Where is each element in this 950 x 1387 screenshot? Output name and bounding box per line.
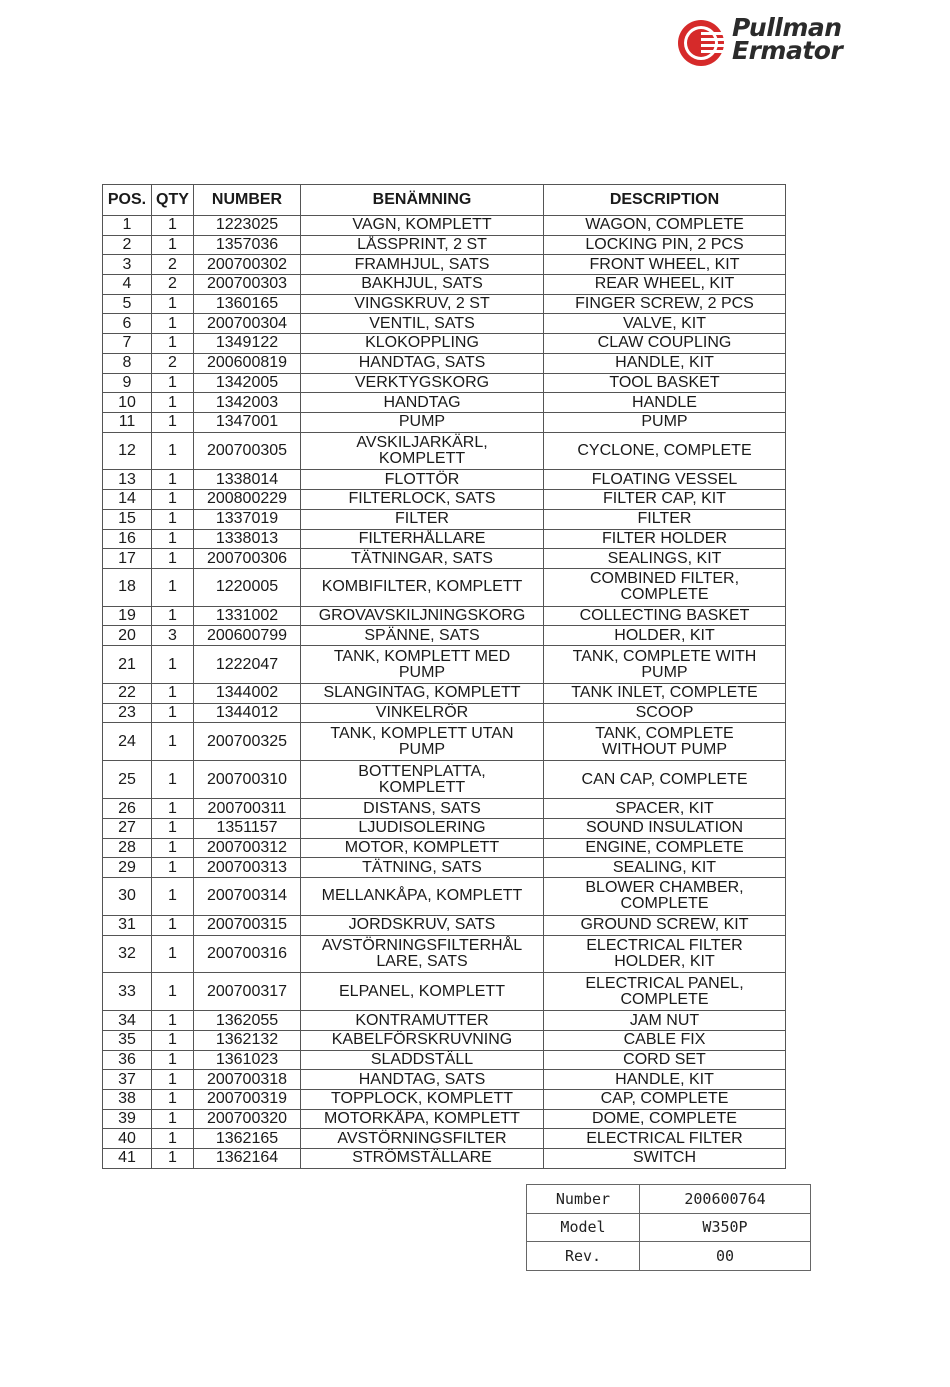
cell-description: WAGON, COMPLETE <box>544 216 786 236</box>
table-row <box>103 761 786 799</box>
header-number: NUMBER <box>194 185 301 216</box>
cell-number: 200700310 <box>194 761 301 799</box>
cell-number: 1360165 <box>194 294 301 314</box>
cell-qty: 1 <box>152 432 194 470</box>
cell-benamning: SLADDSTÄLL <box>301 1050 544 1070</box>
cell-qty: 1 <box>152 877 194 915</box>
brand-logo <box>676 14 876 66</box>
cell-number: 1361023 <box>194 1050 301 1070</box>
table-row <box>103 393 786 413</box>
cell-description-line2: WITHOUT PUMP <box>601 740 727 758</box>
cell-benamning: AVSTÖRNINGSFILTER <box>301 1129 544 1149</box>
cell-benamning: JORDSKRUV, SATS <box>301 915 544 935</box>
cell-description: SEALINGS, KIT <box>544 549 786 569</box>
cell-pos: 19 <box>103 606 152 626</box>
cell-description: SPACER, KIT <box>544 799 786 819</box>
cell-description: LOCKING PIN, 2 PCS <box>544 235 786 255</box>
cell-qty: 1 <box>152 470 194 490</box>
cell-pos: 16 <box>103 529 152 549</box>
cell-pos: 21 <box>103 646 152 684</box>
table-row <box>103 1129 786 1149</box>
cell-benamning: FRAMHJUL, SATS <box>301 255 544 275</box>
cell-benamning: TÄTNINGAR, SATS <box>301 549 544 569</box>
table-row <box>103 432 786 470</box>
cell-description: COLLECTING BASKET <box>544 606 786 626</box>
table-row <box>103 509 786 529</box>
cell-qty: 1 <box>152 235 194 255</box>
cell-number: 1338013 <box>194 529 301 549</box>
table-row <box>103 626 786 646</box>
cell-description: SWITCH <box>544 1149 786 1169</box>
cell-benamning: SLANGINTAG, KOMPLETT <box>301 684 544 704</box>
cell-number: 1223025 <box>194 216 301 236</box>
cell-benamning-line1: AVSKILJARKÄRL, <box>356 434 488 451</box>
cell-number: 1342003 <box>194 393 301 413</box>
table-row <box>103 606 786 626</box>
table-row <box>103 314 786 334</box>
cell-qty: 2 <box>152 255 194 275</box>
cell-benamning: STRÖMSTÄLLARE <box>301 1149 544 1169</box>
cell-description-line2: COMPLETE <box>620 990 709 1008</box>
cell-number: 1342005 <box>194 373 301 393</box>
cell-benamning-line1: TANK, KOMPLETT MED <box>333 647 511 665</box>
table-row <box>103 877 786 915</box>
cell-pos: 17 <box>103 549 152 569</box>
cell-benamning: MOTOR, KOMPLETT <box>301 838 544 858</box>
table-row <box>103 294 786 314</box>
cell-number: 200700316 <box>194 935 301 973</box>
cell-benamning: VINKELRÖR <box>301 703 544 723</box>
cell-number: 200700325 <box>194 723 301 761</box>
cell-benamning <box>301 761 544 799</box>
cell-benamning-line1: AVSTÖRNINGSFILTERHÅL <box>321 936 523 954</box>
cell-description: FILTER <box>544 509 786 529</box>
cell-pos: 24 <box>103 723 152 761</box>
cell-benamning: KOMBIFILTER, KOMPLETT <box>301 568 544 606</box>
cell-benamning-line2: KOMPLETT <box>378 450 466 467</box>
table-row <box>103 529 786 549</box>
cell-benamning: KLOKOPPLING <box>301 334 544 354</box>
cell-pos: 29 <box>103 858 152 878</box>
cell-number: 200700320 <box>194 1109 301 1129</box>
cell-description-line1: ELECTRICAL PANEL, <box>585 974 744 992</box>
cell-pos: 35 <box>103 1031 152 1051</box>
cell-number: 200700317 <box>194 973 301 1011</box>
cell-pos: 41 <box>103 1149 152 1169</box>
cell-description: PUMP <box>544 412 786 432</box>
cell-pos: 18 <box>103 568 152 606</box>
cell-description-line1: COMBINED FILTER, <box>589 570 740 588</box>
cell-pos: 4 <box>103 275 152 295</box>
table-row <box>103 568 786 606</box>
cell-benamning: TÄTNING, SATS <box>301 858 544 878</box>
info-model-label: Model <box>527 1213 640 1242</box>
cell-description <box>544 877 786 915</box>
cell-benamning: KONTRAMUTTER <box>301 1011 544 1031</box>
cell-number: 200700304 <box>194 314 301 334</box>
cell-benamning: TOPPLOCK, KOMPLETT <box>301 1090 544 1110</box>
cell-number: 1338014 <box>194 470 301 490</box>
cell-benamning <box>301 723 544 761</box>
cell-description: CAP, COMPLETE <box>544 1090 786 1110</box>
cell-number: 1362055 <box>194 1011 301 1031</box>
cell-qty: 1 <box>152 973 194 1011</box>
cell-benamning: HANDTAG, SATS <box>301 353 544 373</box>
cell-qty: 2 <box>152 275 194 295</box>
cell-pos: 5 <box>103 294 152 314</box>
table-row <box>103 490 786 510</box>
info-number-label: Number <box>527 1185 640 1214</box>
cell-qty: 1 <box>152 799 194 819</box>
cell-number: 1347001 <box>194 412 301 432</box>
cell-pos: 30 <box>103 877 152 915</box>
table-row <box>103 275 786 295</box>
cell-description: TANK INLET, COMPLETE <box>544 684 786 704</box>
cell-pos: 8 <box>103 353 152 373</box>
cell-number: 200700312 <box>194 838 301 858</box>
cell-description-line1: TANK, COMPLETE WITH <box>572 647 757 665</box>
cell-benamning-line2: LARE, SATS <box>376 952 468 970</box>
cell-benamning-line1: TANK, KOMPLETT UTAN <box>330 724 514 742</box>
header-benamning: BENÄMNING <box>301 185 544 216</box>
table-row <box>103 470 786 490</box>
table-row <box>103 412 786 432</box>
table-header-row <box>103 185 786 216</box>
table-row <box>103 255 786 275</box>
table-row <box>103 858 786 878</box>
header-pos: POS. <box>103 185 152 216</box>
info-rev-value: 00 <box>640 1242 811 1271</box>
cell-description: ELECTRICAL FILTER <box>544 1129 786 1149</box>
cell-number: 1222047 <box>194 646 301 684</box>
cell-pos: 38 <box>103 1090 152 1110</box>
cell-number: 200700318 <box>194 1070 301 1090</box>
cell-qty: 1 <box>152 373 194 393</box>
cell-pos: 13 <box>103 470 152 490</box>
cell-pos: 22 <box>103 684 152 704</box>
cell-pos: 11 <box>103 412 152 432</box>
cell-number: 200700306 <box>194 549 301 569</box>
cell-number: 1357036 <box>194 235 301 255</box>
table-row <box>103 1031 786 1051</box>
cell-pos: 36 <box>103 1050 152 1070</box>
table-row <box>103 1149 786 1169</box>
cell-number: 1344012 <box>194 703 301 723</box>
cell-qty: 1 <box>152 314 194 334</box>
cell-benamning: PUMP <box>301 412 544 432</box>
cell-qty: 1 <box>152 1050 194 1070</box>
cell-description: REAR WHEEL, KIT <box>544 275 786 295</box>
table-row <box>103 935 786 973</box>
cell-benamning <box>301 935 544 973</box>
cell-number: 200700313 <box>194 858 301 878</box>
cell-pos: 15 <box>103 509 152 529</box>
cell-number: 1220005 <box>194 568 301 606</box>
cell-qty: 1 <box>152 761 194 799</box>
cell-benamning <box>301 646 544 684</box>
cell-qty: 1 <box>152 1090 194 1110</box>
cell-number: 200800229 <box>194 490 301 510</box>
cell-number: 1331002 <box>194 606 301 626</box>
table-row <box>103 1070 786 1090</box>
brand-name-line1: Pullman <box>732 13 842 42</box>
table-row <box>103 646 786 684</box>
cell-description-line1: ELECTRICAL FILTER <box>586 936 743 954</box>
cell-pos: 10 <box>103 393 152 413</box>
cell-qty: 2 <box>152 353 194 373</box>
table-row <box>103 216 786 236</box>
table-row <box>103 684 786 704</box>
cell-description: GROUND SCREW, KIT <box>544 915 786 935</box>
table-row <box>103 799 786 819</box>
info-rev-label: Rev. <box>527 1242 640 1271</box>
cell-description <box>544 723 786 761</box>
cell-description: HOLDER, KIT <box>544 626 786 646</box>
cell-description: CYCLONE, COMPLETE <box>544 432 786 470</box>
header-description: DESCRIPTION <box>544 185 786 216</box>
cell-description: HANDLE, KIT <box>544 353 786 373</box>
cell-pos: 33 <box>103 973 152 1011</box>
table-row <box>103 373 786 393</box>
cell-number: 1362164 <box>194 1149 301 1169</box>
cell-number: 1362132 <box>194 1031 301 1051</box>
cell-description: HANDLE, KIT <box>544 1070 786 1090</box>
cell-qty: 1 <box>152 1070 194 1090</box>
cell-number: 1344002 <box>194 684 301 704</box>
cell-benamning: FILTERLOCK, SATS <box>301 490 544 510</box>
cell-description: FILTER HOLDER <box>544 529 786 549</box>
cell-qty: 1 <box>152 549 194 569</box>
cell-pos: 26 <box>103 799 152 819</box>
cell-number: 200600819 <box>194 353 301 373</box>
parts-table-body <box>103 216 786 1169</box>
cell-description: FILTER CAP, KIT <box>544 490 786 510</box>
table-row <box>103 703 786 723</box>
cell-description <box>544 568 786 606</box>
cell-qty: 1 <box>152 646 194 684</box>
cell-pos: 23 <box>103 703 152 723</box>
cell-description: DOME, COMPLETE <box>544 1109 786 1129</box>
cell-qty: 1 <box>152 1129 194 1149</box>
cell-number: 200700302 <box>194 255 301 275</box>
cell-pos: 34 <box>103 1011 152 1031</box>
cell-qty: 1 <box>152 723 194 761</box>
table-row <box>103 723 786 761</box>
info-row-rev <box>527 1242 811 1271</box>
cell-pos: 39 <box>103 1109 152 1129</box>
cell-benamning: VERKTYGSKORG <box>301 373 544 393</box>
cell-qty: 1 <box>152 529 194 549</box>
cell-qty: 1 <box>152 568 194 606</box>
cell-description: TOOL BASKET <box>544 373 786 393</box>
cell-qty: 1 <box>152 818 194 838</box>
table-row <box>103 1109 786 1129</box>
cell-pos: 14 <box>103 490 152 510</box>
cell-description: CORD SET <box>544 1050 786 1070</box>
cell-number: 200700319 <box>194 1090 301 1110</box>
table-row <box>103 838 786 858</box>
cell-description: SEALING, KIT <box>544 858 786 878</box>
cell-qty: 1 <box>152 1011 194 1031</box>
table-row <box>103 818 786 838</box>
cell-number: 1349122 <box>194 334 301 354</box>
cell-number: 1351157 <box>194 818 301 838</box>
cell-qty: 1 <box>152 1031 194 1051</box>
cell-description <box>544 973 786 1011</box>
cell-description-line2: PUMP <box>641 663 688 681</box>
cell-pos: 25 <box>103 761 152 799</box>
cell-benamning <box>301 432 544 470</box>
cell-pos: 1 <box>103 216 152 236</box>
cell-qty: 1 <box>152 509 194 529</box>
cell-benamning: LÅSSPRINT, 2 ST <box>301 235 544 255</box>
cell-description: HANDLE <box>544 393 786 413</box>
cell-description: SOUND INSULATION <box>544 818 786 838</box>
cell-pos: 12 <box>103 432 152 470</box>
cell-number: 200700311 <box>194 799 301 819</box>
brand-name-line2: Ermator <box>732 36 843 65</box>
cell-qty: 1 <box>152 393 194 413</box>
cell-description-line1: BLOWER CHAMBER, <box>585 879 744 897</box>
cell-benamning: HANDTAG <box>301 393 544 413</box>
cell-qty: 1 <box>152 490 194 510</box>
cell-description: CABLE FIX <box>544 1031 786 1051</box>
cell-pos: 7 <box>103 334 152 354</box>
cell-pos: 6 <box>103 314 152 334</box>
cell-qty: 1 <box>152 684 194 704</box>
info-number-value: 200600764 <box>640 1185 811 1214</box>
cell-qty: 1 <box>152 858 194 878</box>
info-model-value: W350P <box>640 1213 811 1242</box>
cell-description-line2: COMPLETE <box>620 895 709 913</box>
cell-pos: 2 <box>103 235 152 255</box>
table-row <box>103 235 786 255</box>
cell-pos: 37 <box>103 1070 152 1090</box>
cell-qty: 1 <box>152 1149 194 1169</box>
cell-pos: 31 <box>103 915 152 935</box>
cell-description <box>544 935 786 973</box>
cell-pos: 20 <box>103 626 152 646</box>
cell-benamning: KABELFÖRSKRUVNING <box>301 1031 544 1051</box>
cell-benamning: SPÄNNE, SATS <box>301 626 544 646</box>
cell-benamning: HANDTAG, SATS <box>301 1070 544 1090</box>
cell-benamning-line1: BOTTENPLATTA, <box>358 762 486 780</box>
cell-description: SCOOP <box>544 703 786 723</box>
cell-benamning: DISTANS, SATS <box>301 799 544 819</box>
cell-number: 200700314 <box>194 877 301 915</box>
cell-description <box>544 646 786 684</box>
cell-benamning: VINGSKRUV, 2 ST <box>301 294 544 314</box>
cell-qty: 1 <box>152 935 194 973</box>
cell-qty: 1 <box>152 915 194 935</box>
table-row <box>103 1050 786 1070</box>
table-row <box>103 1090 786 1110</box>
cell-qty: 1 <box>152 703 194 723</box>
header-qty: QTY <box>152 185 194 216</box>
cell-benamning-line2: PUMP <box>398 740 446 758</box>
cell-pos: 28 <box>103 838 152 858</box>
cell-number: 200700315 <box>194 915 301 935</box>
cell-benamning: FLOTTÖR <box>301 470 544 490</box>
cell-pos: 32 <box>103 935 152 973</box>
pullman-ermator-logo-icon <box>676 18 728 68</box>
cell-description-line1: TANK, COMPLETE <box>595 724 734 742</box>
cell-number: 1337019 <box>194 509 301 529</box>
table-row <box>103 353 786 373</box>
cell-benamning: BAKHJUL, SATS <box>301 275 544 295</box>
cell-description: ENGINE, COMPLETE <box>544 838 786 858</box>
table-row <box>103 334 786 354</box>
cell-qty: 1 <box>152 216 194 236</box>
cell-benamning: GROVAVSKILJNINGSKORG <box>301 606 544 626</box>
cell-qty: 1 <box>152 838 194 858</box>
cell-description: FRONT WHEEL, KIT <box>544 255 786 275</box>
cell-pos: 9 <box>103 373 152 393</box>
cell-benamning: MELLANKÅPA, KOMPLETT <box>301 877 544 915</box>
cell-benamning: FILTERHÅLLARE <box>301 529 544 549</box>
table-row <box>103 973 786 1011</box>
cell-qty: 1 <box>152 294 194 314</box>
cell-qty: 1 <box>152 606 194 626</box>
document-info-table <box>526 1184 811 1271</box>
cell-description: FINGER SCREW, 2 PCS <box>544 294 786 314</box>
cell-description: FLOATING VESSEL <box>544 470 786 490</box>
cell-benamning: ELPANEL, KOMPLETT <box>301 973 544 1011</box>
parts-table <box>102 184 786 1169</box>
cell-pos: 3 <box>103 255 152 275</box>
cell-number: 200600799 <box>194 626 301 646</box>
cell-benamning: FILTER <box>301 509 544 529</box>
cell-benamning-line2: PUMP <box>398 663 446 681</box>
cell-number: 200700303 <box>194 275 301 295</box>
cell-description: VALVE, KIT <box>544 314 786 334</box>
cell-benamning-line2: KOMPLETT <box>378 778 466 796</box>
cell-benamning: VENTIL, SATS <box>301 314 544 334</box>
info-row-model <box>527 1213 811 1242</box>
cell-benamning: VAGN, KOMPLETT <box>301 216 544 236</box>
cell-description-line2: HOLDER, KIT <box>614 952 715 970</box>
cell-benamning: LJUDISOLERING <box>301 818 544 838</box>
table-row <box>103 549 786 569</box>
cell-description: JAM NUT <box>544 1011 786 1031</box>
cell-qty: 1 <box>152 412 194 432</box>
table-row <box>103 1011 786 1031</box>
cell-description: CLAW COUPLING <box>544 334 786 354</box>
cell-description-line2: COMPLETE <box>620 586 709 604</box>
cell-qty: 3 <box>152 626 194 646</box>
cell-pos: 40 <box>103 1129 152 1149</box>
cell-pos: 27 <box>103 818 152 838</box>
info-row-number <box>527 1185 811 1214</box>
cell-number: 200700305 <box>194 432 301 470</box>
table-row <box>103 915 786 935</box>
cell-qty: 1 <box>152 334 194 354</box>
cell-qty: 1 <box>152 1109 194 1129</box>
cell-number: 1362165 <box>194 1129 301 1149</box>
cell-benamning: MOTORKÅPA, KOMPLETT <box>301 1109 544 1129</box>
cell-description: CAN CAP, COMPLETE <box>544 761 786 799</box>
